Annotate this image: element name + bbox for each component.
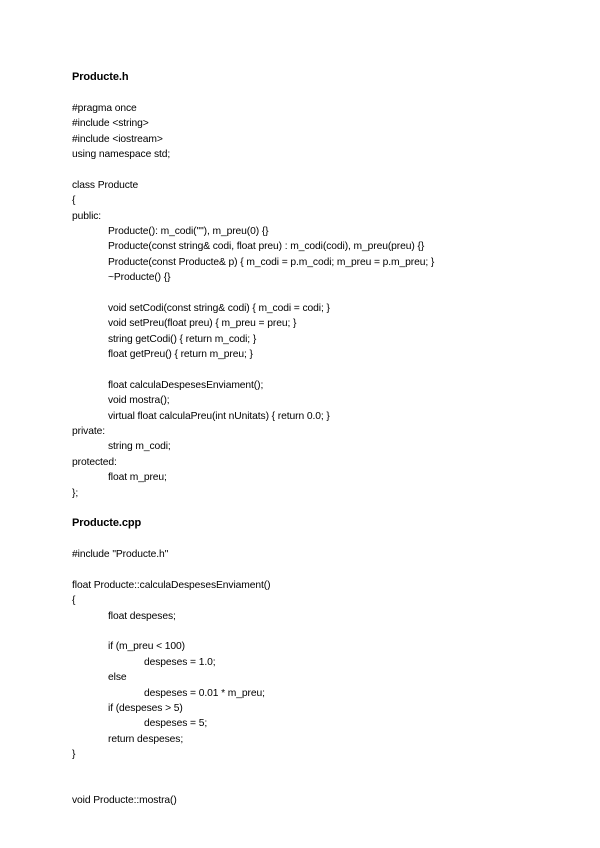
spacer [72,501,532,516]
code-line: despeses = 1.0; [144,656,216,668]
code-line: protected: [72,456,117,468]
code-line: void mostra(); [108,395,170,407]
spacer [72,763,532,778]
code-line: void Producte::mostra() [72,795,177,807]
spacer [72,85,532,100]
code-line: { [72,595,76,607]
spacer [72,532,532,547]
code-line: #include "Producte.h" [72,549,169,561]
code-line: float calculaDespesesEnviament(); [108,379,264,391]
code-line: despeses = 5; [144,718,208,730]
code-line: using namespace std; [72,148,171,160]
spacer [72,624,532,639]
code-line: Producte(): m_codi(""), m_preu(0) {} [108,225,269,237]
code-line: else [108,672,127,684]
code-line: void setPreu(float preu) { m_preu = preu; } [108,318,297,330]
spacer [72,362,532,377]
code-line: class Producte [72,179,139,191]
code-line: public: [72,210,102,222]
spacer [72,162,532,177]
code-line: return despeses; [108,733,184,745]
code-line: ~Producte() {} [108,272,171,284]
code-line: { [72,195,76,207]
code-line: string getCodi() { return m_codi; } [108,333,257,345]
header-file-title: Producte.h [72,71,129,83]
code-line: }; [72,487,79,499]
code-line: float m_preu; [108,472,167,484]
code-line: float Producte::calculaDespesesEnviament() [72,579,271,591]
code-line: } [72,749,76,761]
spacer [72,285,532,300]
spacer [72,778,532,793]
code-line: virtual float calculaPreu(int nUnitats) { return 0.0; } [108,410,330,422]
code-line: Producte(const Producte& p) { m_codi = p.m_codi; m_preu = p.m_preu; } [108,256,435,268]
code-line: float getPreu() { return m_preu; } [108,349,253,361]
code-line: string m_codi; [108,441,171,453]
code-line: despeses = 0.01 * m_preu; [144,687,265,699]
code-line: Producte(const string& codi, float preu) : m_codi(codi), m_preu(preu) {} [108,241,425,253]
document-page [72,70,532,809]
code-line: if (m_preu < 100) [108,641,185,653]
spacer [72,563,532,578]
code-line: #include <string> [72,118,149,130]
code-line: void setCodi(const string& codi) { m_codi = codi; } [108,302,330,314]
code-line: #include <iostream> [72,133,163,145]
source-file-title: Producte.cpp [72,517,142,530]
code-line: #pragma once [72,102,137,114]
code-line: if (despeses > 5) [108,703,183,715]
code-line: private: [72,425,105,437]
code-line: float despeses; [108,610,176,622]
